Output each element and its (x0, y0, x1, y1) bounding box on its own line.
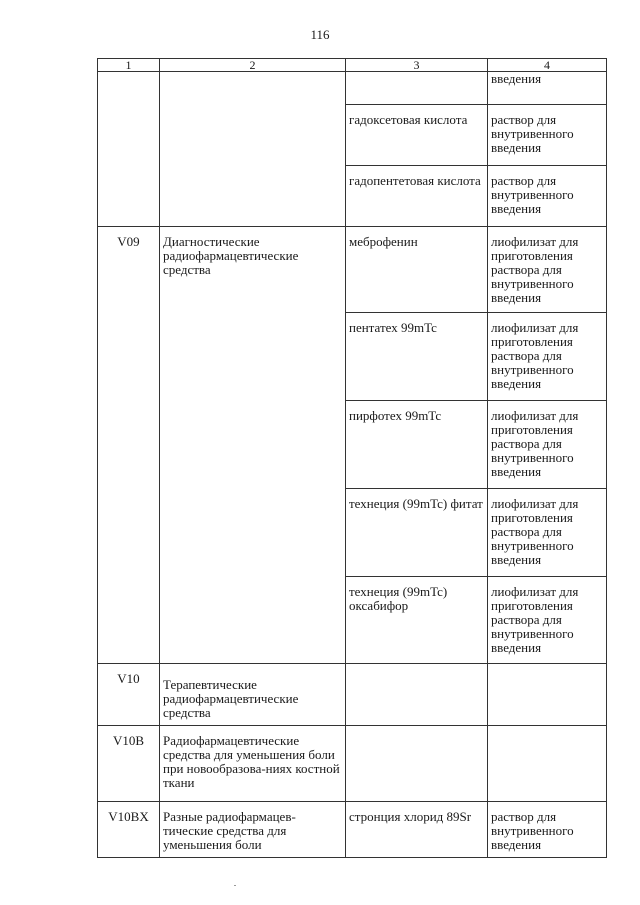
group-name-cell: Терапевтические радиофармацевтические средства (160, 664, 346, 726)
header-col-4: 4 (488, 59, 607, 72)
header-row (98, 59, 607, 72)
drug-cell: пирфотех 99mTc (346, 401, 488, 489)
drug-cell (346, 664, 488, 726)
header-col-1: 1 (98, 59, 160, 72)
header-col-3: 3 (346, 59, 488, 72)
table-row (98, 664, 607, 726)
drug-cell: стронция хлорид 89Sr (346, 802, 488, 858)
dosage-form-cell (488, 664, 607, 726)
drug-cell: меброфенин (346, 227, 488, 313)
dosage-form-cell: введения (488, 72, 607, 105)
code-cell (98, 72, 160, 227)
dosage-form-cell: лиофилизат для приготовления раствора для внутривенного введения (488, 313, 607, 401)
header-col-2: 2 (160, 59, 346, 72)
drug-cell: технеция (99mTc) оксабифор (346, 577, 488, 664)
dosage-form-cell: лиофилизат для приготовления раствора для внутривенного введения (488, 577, 607, 664)
dosage-form-cell: лиофилизат для приготовления раствора для внутривенного введения (488, 401, 607, 489)
group-name-cell (160, 72, 346, 227)
dosage-form-cell: лиофилизат для приготовления раствора для внутривенного введения (488, 227, 607, 313)
dosage-form-cell: лиофилизат для приготовления раствора для внутривенного введения (488, 489, 607, 577)
drug-cell: пентатех 99mTc (346, 313, 488, 401)
drug-cell: гадоксетовая кислота (346, 105, 488, 166)
table-row (98, 72, 607, 105)
drug-cell: гадопентетовая кислота (346, 166, 488, 227)
drug-cell (346, 726, 488, 802)
table-body (98, 72, 607, 858)
code-cell: V09 (98, 227, 160, 664)
table-row (98, 726, 607, 802)
group-name-cell: Диагностические радиофармацевтические средства (160, 227, 346, 664)
table-row (98, 802, 607, 858)
dosage-form-cell: раствор для внутривенного введения (488, 105, 607, 166)
dosage-form-cell: раствор для внутривенного введения (488, 166, 607, 227)
code-cell: V10BX (98, 802, 160, 858)
code-cell: V10B (98, 726, 160, 802)
drug-cell: технеция (99mTc) фитат (346, 489, 488, 577)
table-row (98, 227, 607, 313)
drug-table (97, 58, 607, 858)
scan-speck (234, 885, 236, 886)
dosage-form-cell: раствор для внутривенного введения (488, 802, 607, 858)
page-number: 116 (310, 27, 330, 42)
table-header (98, 59, 607, 72)
group-name-cell: Разные радиофармацев-тические средства для уменьшения боли (160, 802, 346, 858)
code-cell: V10 (98, 664, 160, 726)
group-name-cell: Радиофармацевтические средства для уменьшения боли при новообразова-ниях костной ткани (160, 726, 346, 802)
dosage-form-cell (488, 726, 607, 802)
drug-cell (346, 72, 488, 105)
